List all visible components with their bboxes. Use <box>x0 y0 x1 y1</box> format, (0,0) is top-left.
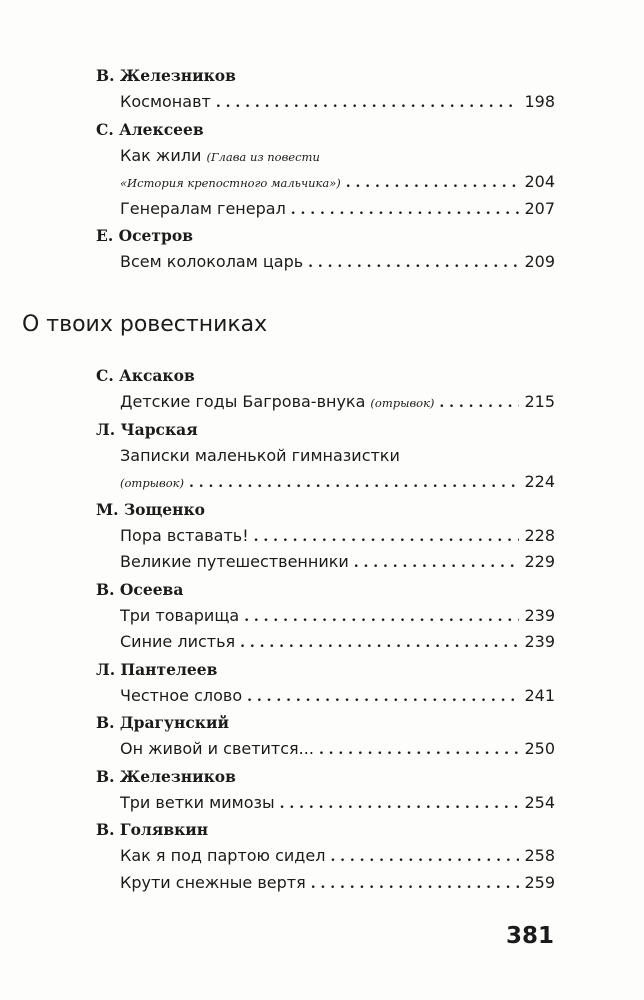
dot-leader <box>439 390 519 417</box>
entry-page-number: 228 <box>524 525 555 545</box>
author-name: С. Алексеев <box>96 119 204 139</box>
dot-leader <box>346 170 520 197</box>
author-name: Л. Чарская <box>96 419 198 439</box>
toc-entry <box>120 843 555 870</box>
author-name: В. Железников <box>96 766 236 786</box>
toc-section-1 <box>96 62 555 276</box>
dot-leader <box>240 630 519 657</box>
entry-title: Пора вставать! <box>120 525 249 545</box>
toc-entry <box>120 389 555 416</box>
entry-page-number: 250 <box>524 739 555 758</box>
entry-page-number: 207 <box>524 198 555 218</box>
entry-page-number: 209 <box>524 252 555 271</box>
author-name: В. Осеева <box>96 579 184 599</box>
entry-title: Великие путешественники <box>120 552 349 571</box>
entry-page-number: 254 <box>524 792 555 812</box>
entry-page-number: 204 <box>524 172 555 191</box>
entry-title: Как жили <box>120 145 202 165</box>
entry-title: Три товарища <box>120 605 240 625</box>
entry-page-number: 215 <box>524 392 555 411</box>
toc-entry <box>120 736 555 763</box>
dot-leader <box>354 550 520 577</box>
author-name: М. Зощенко <box>96 499 205 519</box>
entry-page-number: 229 <box>524 552 555 571</box>
dot-leader <box>330 844 519 871</box>
toc-entry <box>120 196 555 223</box>
toc-entry <box>120 870 555 897</box>
dot-leader <box>311 871 520 898</box>
entry-page-number: 239 <box>524 605 555 625</box>
entry-note: (Глава из повести <box>206 149 320 164</box>
author-name: В. Голявкин <box>96 820 209 839</box>
entry-title: Три ветки мимозы <box>120 792 275 812</box>
author-name: С. Аксаков <box>96 366 195 385</box>
entry-page-number: 239 <box>524 632 555 651</box>
toc-entry <box>120 249 555 276</box>
entry-title: Честное слово <box>120 685 243 705</box>
toc-entry <box>120 523 555 550</box>
author-name: Л. Пантелеев <box>96 659 218 679</box>
dot-leader <box>291 197 520 224</box>
dot-leader <box>254 524 520 551</box>
entry-page-number: 198 <box>524 92 555 111</box>
entry-title: Он живой и светится... <box>120 739 314 758</box>
toc-entry <box>120 469 555 496</box>
entry-note: (отрывок) <box>370 396 435 410</box>
entry-title: Всем колоколам царь <box>120 252 304 271</box>
toc-entry <box>120 549 555 576</box>
entry-title: Детские годы Багрова-внука <box>120 392 366 411</box>
section-heading: О твоих ровестниках <box>22 312 268 337</box>
toc-section-2 <box>96 362 555 896</box>
author-name: Е. Осетров <box>96 226 193 245</box>
toc-entry <box>120 603 555 630</box>
dot-leader <box>216 90 520 117</box>
entry-note-continued: «История крепостного мальчика») <box>120 176 341 190</box>
entry-page-number: 259 <box>524 872 555 892</box>
entry-title: Как я под партою сидел <box>120 846 326 865</box>
entry-title: Космонавт <box>120 92 211 111</box>
entry-page-number: 258 <box>524 846 555 865</box>
toc-entry <box>120 683 555 710</box>
entry-title: Крути снежные вертя <box>120 872 306 892</box>
dot-leader <box>247 684 519 711</box>
toc-entry <box>120 89 555 116</box>
toc-entry <box>120 629 555 656</box>
dot-leader <box>244 604 519 631</box>
author-name: В. Драгунский <box>96 713 229 732</box>
entry-page-number: 224 <box>524 472 555 491</box>
entry-title: Генералам генерал <box>120 198 286 218</box>
entry-note: (отрывок) <box>120 476 185 490</box>
page-number: 381 <box>505 923 554 949</box>
author-name: В. Железников <box>96 66 236 85</box>
toc-entry-first-line <box>120 443 555 470</box>
entry-title: Синие листья <box>120 632 236 651</box>
toc-entry-first-line <box>120 143 555 170</box>
dot-leader <box>308 250 519 277</box>
toc-entry <box>120 169 555 196</box>
toc-entry <box>120 790 555 817</box>
dot-leader <box>319 737 520 764</box>
entry-title: Записки маленькой гимназистки <box>120 445 400 465</box>
dot-leader <box>189 470 519 497</box>
entry-page-number: 241 <box>524 685 555 705</box>
dot-leader <box>280 791 520 818</box>
